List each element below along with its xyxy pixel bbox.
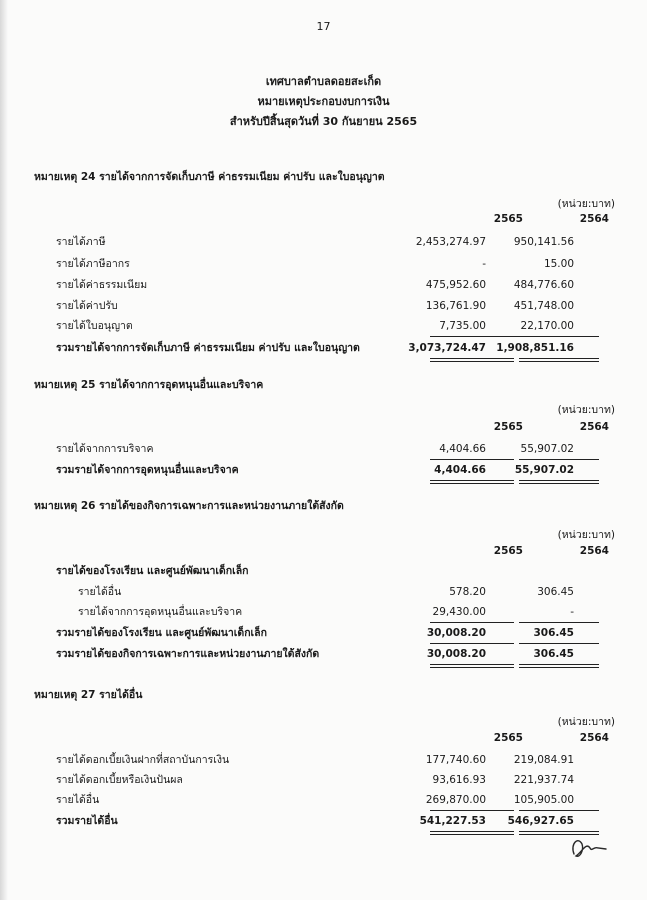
year-2565-header: 2565	[493, 732, 523, 744]
group-heading	[56, 562, 580, 580]
value-2565: 29,430.00	[432, 606, 486, 618]
table-row	[56, 771, 580, 789]
value-2564: 306.45	[537, 586, 574, 598]
value-2564: 219,084.91	[513, 754, 574, 766]
value-2564: 451,748.00	[513, 300, 574, 312]
total-2564: 306.45	[533, 648, 574, 660]
subtotal-rule	[430, 643, 514, 644]
total-label: รวมรายได้จากการอุดหนุนอื่นและบริจาค	[56, 464, 239, 476]
note-25-title: หมายเหตุ 25 รายได้จากการอุดหนุนอื่นและบริจาค	[34, 379, 264, 391]
value-2565: 269,870.00	[425, 794, 486, 806]
total-row	[56, 812, 580, 830]
subtotal-rule	[519, 459, 599, 460]
total-2565: 30,008.20	[426, 648, 486, 660]
unit-label: (หน่วย:บาท)	[557, 716, 615, 728]
year-2564-header: 2564	[579, 732, 609, 744]
total-double-rule	[430, 831, 514, 835]
subtotal-rule	[519, 810, 599, 811]
value-2564: 22,170.00	[520, 320, 574, 332]
table-row	[56, 317, 580, 335]
total-double-rule	[519, 480, 599, 484]
value-2564: 484,776.60	[513, 279, 574, 291]
row-label: รายได้ภาษีอากร	[56, 258, 130, 270]
value-2565: 93,616.93	[432, 774, 486, 786]
row-label: รายได้ใบอนุญาต	[56, 320, 133, 332]
total-2564: 1,908,851.16	[496, 342, 574, 354]
row-label: รายได้ค่าปรับ	[56, 300, 118, 312]
total-row	[56, 645, 580, 663]
table-row	[56, 440, 580, 458]
year-2565-header: 2565	[493, 545, 523, 557]
total-row	[56, 461, 580, 479]
total-row	[56, 339, 580, 357]
unit-label: (หน่วย:บาท)	[557, 198, 615, 210]
period-statement: สำหรับปีสิ้นสุดวันที่ 30 กันยายน 2565	[229, 115, 418, 128]
value-2565: -	[482, 258, 486, 270]
total-double-rule	[430, 664, 514, 668]
total-double-rule	[430, 358, 514, 362]
subtotal-row	[56, 624, 580, 642]
subtotal-rule	[430, 336, 528, 337]
total-2564: 546,927.65	[507, 815, 574, 827]
note-27-title: หมายเหตุ 27 รายได้อื่น	[34, 689, 143, 701]
value-2564: 55,907.02	[520, 443, 574, 455]
document-header	[0, 72, 647, 132]
row-label: รายได้จากการบริจาค	[56, 443, 154, 455]
signature-mark	[568, 832, 608, 862]
year-2564-header: 2564	[579, 421, 609, 433]
year-2565-header: 2565	[493, 421, 523, 433]
table-row	[56, 276, 580, 294]
row-label: รายได้ดอกเบี้ยเงินฝากที่สถาบันการเงิน	[56, 754, 230, 766]
subtotal-rule	[430, 810, 514, 811]
subtotal-rule	[519, 643, 599, 644]
row-label: รายได้จากการอุดหนุนอื่นและบริจาค	[78, 606, 243, 618]
unit-label: (หน่วย:บาท)	[557, 404, 615, 416]
table-row	[56, 603, 580, 621]
year-2564-header: 2564	[579, 545, 609, 557]
value-2565: 136,761.90	[425, 300, 486, 312]
value-2565: 2,453,274.97	[415, 236, 486, 248]
note-24-title: หมายเหตุ 24 รายได้จากการจัดเก็บภาษี ค่าธรรมเนียม ค่าปรับ และใบอนุญาต	[34, 171, 385, 183]
value-2565: 177,740.60	[425, 754, 486, 766]
row-label: รายได้อื่น	[78, 586, 122, 598]
total-label: รวมรายได้ของกิจการเฉพาะการและหน่วยงานภายใต้สังกัด	[56, 648, 320, 660]
value-2565: 475,952.60	[425, 279, 486, 291]
total-double-rule	[430, 480, 514, 484]
row-label: รายได้ดอกเบี้ยหรือเงินปันผล	[56, 774, 183, 786]
total-2565: 3,073,724.47	[408, 342, 486, 354]
year-2564-header: 2564	[579, 213, 609, 225]
subtotal-rule	[430, 622, 514, 623]
row-label: รายได้ภาษี	[56, 236, 106, 248]
value-2564: 950,141.56	[513, 236, 574, 248]
scan-edge	[0, 0, 8, 900]
value-2565: 4,404.66	[439, 443, 486, 455]
value-2564: 221,937.74	[513, 774, 574, 786]
subtotal-rule	[517, 336, 599, 337]
total-double-rule	[519, 664, 599, 668]
subtotal-rule	[519, 622, 599, 623]
table-row	[56, 255, 580, 273]
table-row	[56, 297, 580, 315]
unit-label: (หน่วย:บาท)	[557, 529, 615, 541]
value-2565: 578.20	[449, 586, 486, 598]
value-2565: 7,735.00	[439, 320, 486, 332]
total-label: รวมรายได้จากการจัดเก็บภาษี ค่าธรรมเนียม ค่าปรับ และใบอนุญาต	[56, 342, 360, 354]
organization-name: เทศบาลตำบลดอยสะเก็ด	[265, 75, 382, 88]
row-label: รายได้ค่าธรรมเนียม	[56, 279, 148, 291]
note-26-title: หมายเหตุ 26 รายได้ของกิจการเฉพาะการและหน่วยงานภายใต้สังกัด	[34, 500, 344, 512]
total-label: รวมรายได้อื่น	[56, 815, 118, 827]
subtotal-label: รวมรายได้ของโรงเรียน และศูนย์พัฒนาเด็กเล็ก	[56, 627, 267, 639]
total-2565: 541,227.53	[419, 815, 486, 827]
total-double-rule	[519, 358, 599, 362]
value-2564: 15.00	[543, 258, 574, 270]
subtotal-rule	[430, 459, 514, 460]
page-number: 17	[316, 20, 331, 33]
table-row	[56, 751, 580, 769]
value-2564: -	[570, 606, 574, 618]
year-2565-header: 2565	[493, 213, 523, 225]
subtotal-2564: 306.45	[533, 627, 574, 639]
total-2564: 55,907.02	[514, 464, 574, 476]
document-title: หมายเหตุประกอบงบการเงิน	[257, 95, 390, 108]
table-row	[56, 791, 580, 809]
table-row	[56, 583, 580, 601]
row-label: รายได้อื่น	[56, 794, 100, 806]
total-2565: 4,404.66	[434, 464, 486, 476]
value-2564: 105,905.00	[513, 794, 574, 806]
group-label: รายได้ของโรงเรียน และศูนย์พัฒนาเด็กเล็ก	[56, 565, 249, 577]
subtotal-2565: 30,008.20	[426, 627, 486, 639]
table-row	[56, 233, 580, 251]
